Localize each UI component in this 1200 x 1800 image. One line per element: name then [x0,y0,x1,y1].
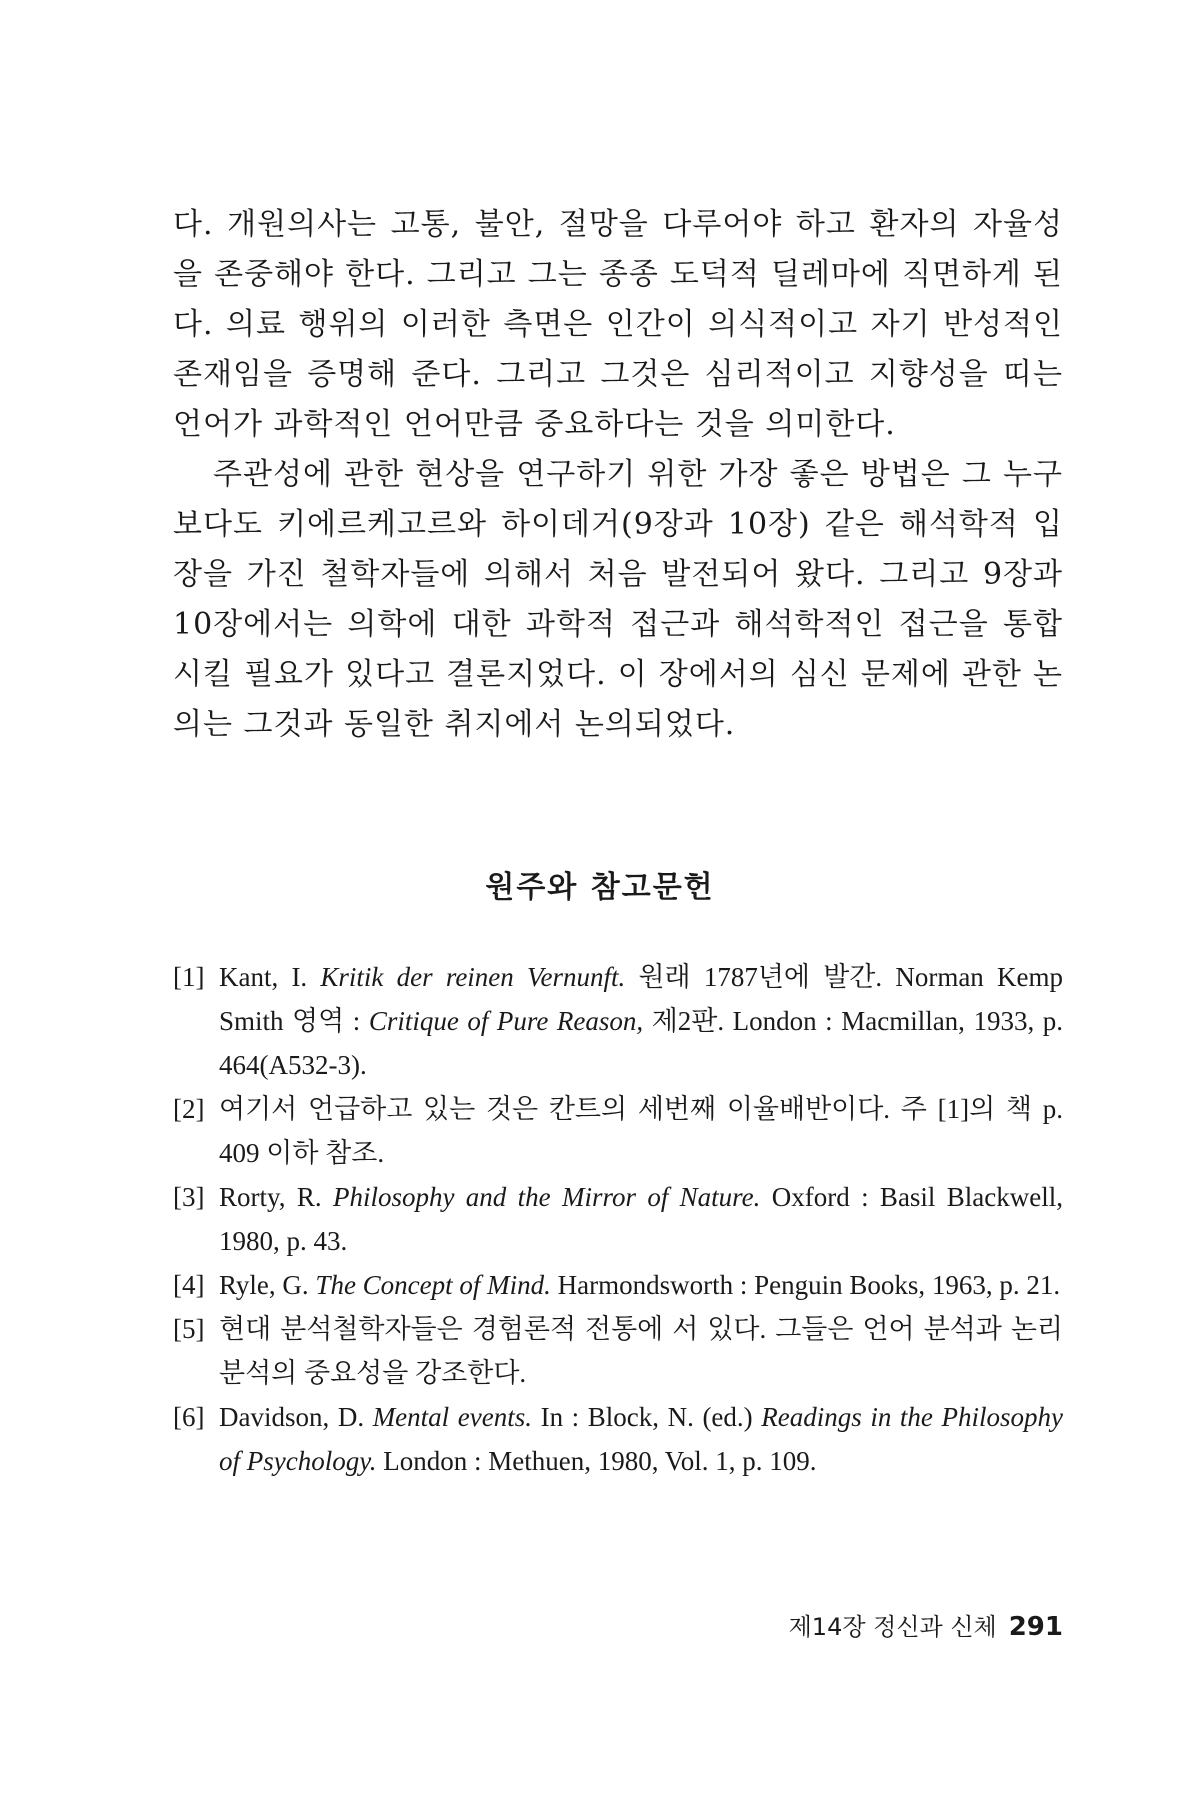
body-text [173,200,1063,750]
reference-text: Davidson, D. Mental events. In : Block, N. (ed.) Readings in the Philosophy of Psychology. London : Methuen, 1980, Vol. 1, p. 109. [219,1402,1063,1476]
references-title: 원주와 참고문헌 [485,870,715,905]
reference-item [173,1307,1063,1395]
reference-number: [3] [173,1182,205,1212]
reference-item [173,955,1063,1087]
chapter-title: 제14장 정신과 신체 [788,1613,997,1641]
reference-item [173,1087,1063,1175]
reference-item [173,1263,1063,1307]
reference-number: [2] [173,1094,205,1124]
reference-text: Kant, I. Kritik der reinen Vernunft. 원래 1787년에 발간. Norman Kemp Smith 영역 : Critique of Pure Reason, 제2판. London : Macmillan, 1933, p. 464(A532-3). [219,962,1064,1080]
reference-number: [4] [173,1270,205,1300]
reference-text: 현대 분석철학자들은 경험론적 전통에 서 있다. 그들은 언어 분석과 논리 분석의 중요성을 강조한다. [219,1314,1063,1388]
reference-number: [5] [173,1314,205,1344]
page-footer [789,1607,1063,1642]
reference-item [173,1395,1063,1483]
paragraph-1: 다. 개원의사는 고통, 불안, 절망을 다루어야 하고 환자의 자율성을 존중해야 한다. 그리고 그는 종종 도덕적 딜레마에 직면하게 된다. 의료 행위의 이러한 측면은 인간이 의식적이고 자기 반성적인 존재임을 증명해 준다. 그리고 그것은 심리적이고 지향성을 띠는 언어가 과학적인 언어만큼 중요하다는 것을 의미한다. [173,207,1063,442]
reference-number: [1] [173,962,205,992]
reference-text: Ryle, G. The Concept of Mind. Harmondsworth : Penguin Books, 1963, p. 21. [219,1270,1061,1300]
reference-number: [6] [173,1402,205,1432]
paragraph-2: 주관성에 관한 현상을 연구하기 위한 가장 좋은 방법은 그 누구보다도 키에르케고르와 하이데거(9장과 10장) 같은 해석학적 입장을 가진 철학자들에 의해서 처음 발전되어 왔다. 그리고 9장과 10장에서는 의학에 대한 과학적 접근과 해석학적인 접근을 통합시킬 필요가 있다고 결론지었다. 이 장에서의 심신 문제에 관한 논의는 그것과 동일한 취지에서 논의되었다. [173,457,1063,742]
reference-item [173,1175,1063,1263]
reference-list [173,955,1063,1483]
reference-text: 여기서 언급하고 있는 것은 칸트의 세번째 이율배반이다. 주 [1]의 책 p. 409 이하 참조. [219,1094,1063,1168]
reference-text: Rorty, R. Philosophy and the Mirror of Nature. Oxford : Basil Blackwell, 1980, p. 43. [219,1182,1063,1256]
page-number: 291 [1008,1612,1063,1642]
